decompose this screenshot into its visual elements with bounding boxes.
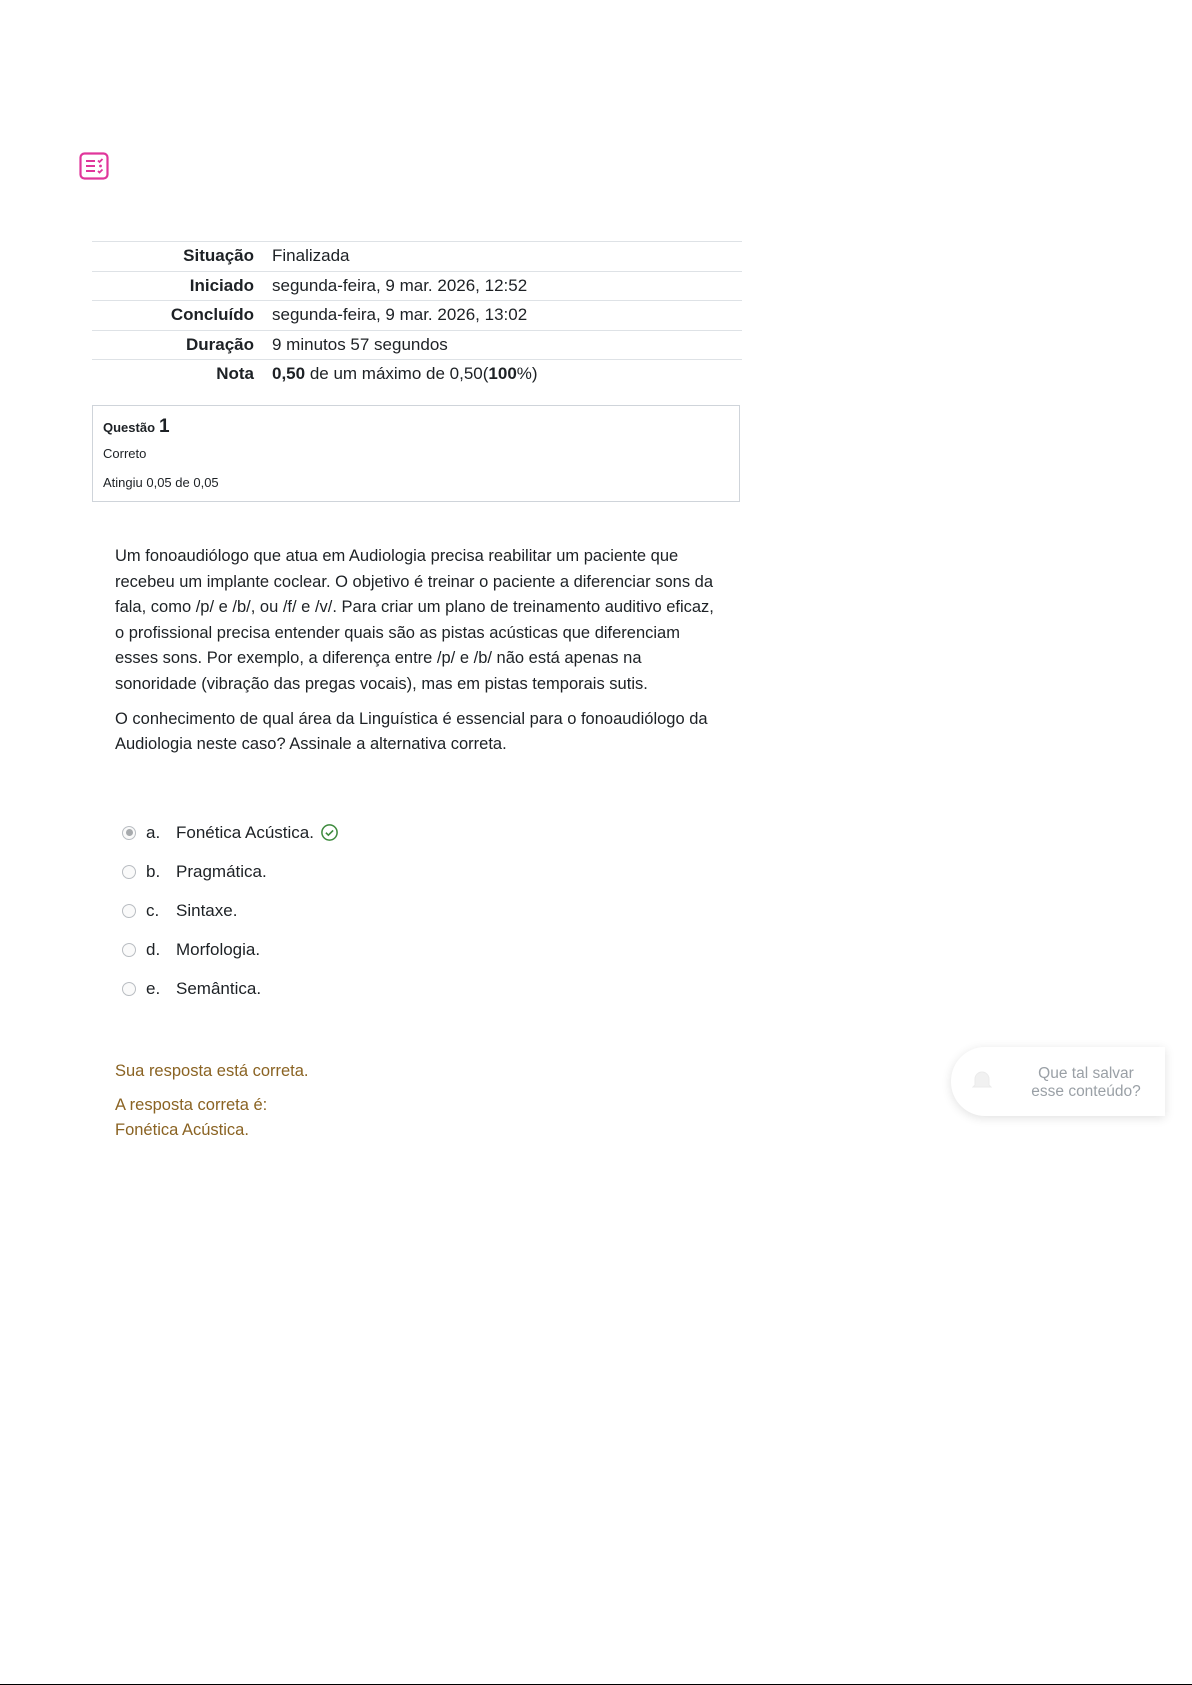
grade-mid: de um máximo de 0,50( (305, 364, 489, 384)
option-text: Morfologia. (176, 939, 261, 959)
question-num: 1 (159, 416, 170, 437)
answer-option-a[interactable] (122, 813, 339, 852)
option-text: Pragmática. (176, 861, 267, 881)
summary-label: Duração (185, 334, 254, 354)
feedback-right-answer: Fonética Acústica. (115, 1121, 249, 1139)
question-info-box (92, 405, 740, 502)
summary-value (264, 360, 742, 389)
grade-percent: 100 (488, 364, 517, 384)
summary-row-started (92, 271, 742, 301)
option-text: Fonética Acústica. (176, 822, 314, 842)
save-widget-line1: Que tal salvar (1038, 1065, 1134, 1082)
quiz-nav-icon[interactable] (79, 152, 109, 180)
summary-row-completed (92, 301, 742, 331)
feedback-correct-message: Sua resposta está correta. (115, 1062, 309, 1080)
question-paragraph: Um fonoaudiólogo que atua em Audiologia precisa reabilitar um paciente que recebeu um implante coclear. O objetivo é treinar o paciente a diferenciar sons da fala, como /p/ e /b/, ou /f/ e /v/. Para criar um plano de treinamento auditivo eficaz, o profissional precisa entender quais são as pistas acústicas que diferenciam esses sons. Por exemplo, a diferença entre /p/ e /b/ não está apenas na sonoridade (vibração das pregas vocais), mas em pistas temporais sutis. (115, 547, 714, 693)
radio[interactable] (122, 943, 136, 957)
answer-option-e[interactable] (122, 969, 339, 1008)
radio-selected[interactable] (122, 826, 136, 840)
summary-row-duration (92, 330, 742, 360)
grade-end: %) (516, 364, 538, 384)
option-letter: e. (146, 978, 161, 998)
feedback-right-answer-label: A resposta correta é: (115, 1095, 268, 1114)
summary-label: Concluído (170, 305, 254, 325)
summary-label: Nota (216, 364, 254, 384)
option-letter: c. (146, 900, 160, 920)
question-state: Correto (103, 446, 147, 461)
save-widget-line2: esse conteúdo? (1031, 1083, 1141, 1100)
feedback-panel (115, 1059, 309, 1144)
option-text: Semântica. (176, 978, 262, 998)
radio[interactable] (122, 982, 136, 996)
summary-row-state (92, 242, 742, 272)
bookmark-icon (971, 1069, 993, 1093)
summary-value: segunda-feira, 9 mar. 2026, 12:52 (272, 275, 528, 295)
option-text: Sintaxe. (176, 900, 238, 920)
summary-label: Iniciado (189, 275, 254, 295)
summary-value: segunda-feira, 9 mar. 2026, 13:02 (272, 305, 528, 325)
summary-label: Situação (183, 246, 254, 266)
option-letter: b. (146, 861, 161, 881)
question-text (115, 544, 725, 767)
option-letter: d. (146, 939, 161, 959)
radio[interactable] (122, 865, 136, 879)
save-content-widget[interactable] (951, 1047, 1165, 1116)
attempt-summary-table (92, 241, 742, 389)
save-widget-text (1011, 1065, 1161, 1101)
answer-options (122, 813, 339, 1008)
grade-score: 0,50 (272, 364, 306, 384)
answer-option-c[interactable] (122, 891, 339, 930)
correct-check-icon (320, 823, 339, 842)
answer-option-d[interactable] (122, 930, 339, 969)
radio[interactable] (122, 904, 136, 918)
summary-row-grade (92, 360, 742, 389)
summary-value: 9 minutos 57 segundos (272, 334, 448, 354)
question-grade: Atingiu 0,05 de 0,05 (103, 475, 219, 490)
option-letter: a. (146, 822, 161, 842)
summary-value: Finalizada (272, 246, 350, 266)
answer-option-b[interactable] (122, 852, 339, 891)
question-label: Questão (103, 420, 156, 435)
question-prompt: O conhecimento de qual área da Linguística é essencial para o fonoaudiólogo da Audiologia neste caso? Assinale a alternativa correta. (115, 709, 708, 754)
question-number (103, 416, 729, 438)
